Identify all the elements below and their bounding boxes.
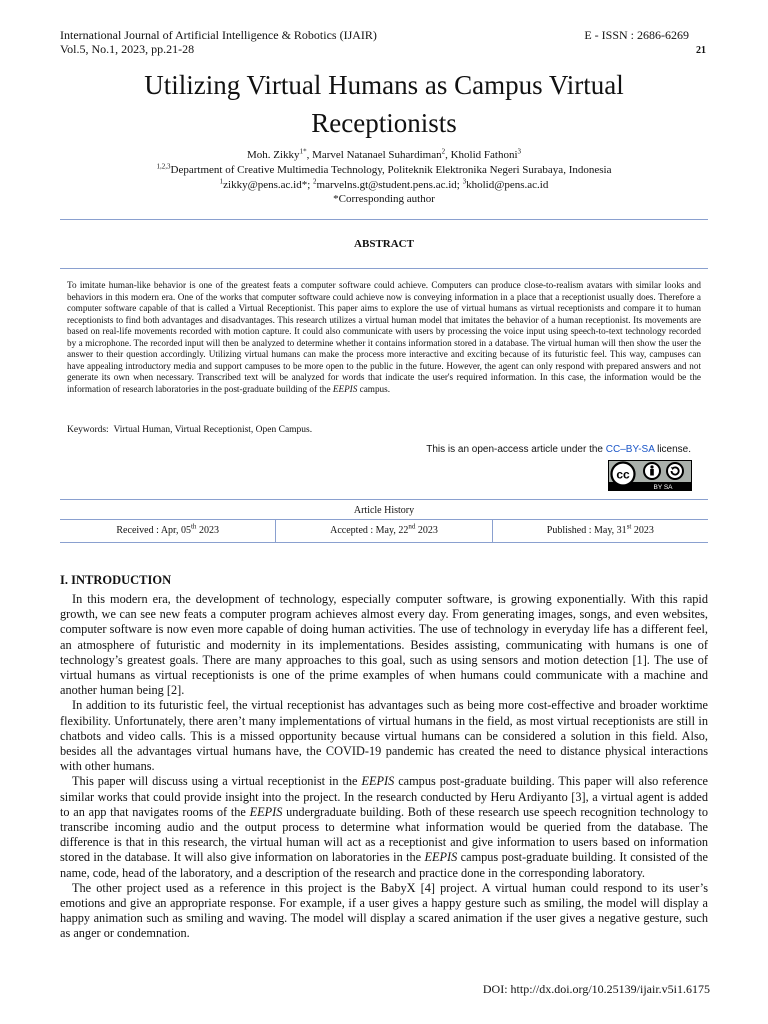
accepted-suffix: nd bbox=[408, 522, 416, 531]
section-heading: I. INTRODUCTION bbox=[60, 573, 172, 587]
keywords-values: Virtual Human, Virtual Receptionist, Open Campus. bbox=[113, 425, 313, 435]
author-emails bbox=[60, 178, 708, 192]
license-prefix: This is an open-access article under the bbox=[426, 444, 606, 455]
published-suffix: st bbox=[626, 522, 632, 531]
affiliation-text: Department of Creative Multimedia Technology, Politeknik Elektronika Negeri Surabaya, Indonesia bbox=[170, 164, 612, 176]
article-history-table bbox=[60, 519, 708, 543]
paragraph-3 bbox=[60, 774, 708, 880]
abstract-text bbox=[67, 280, 701, 395]
paper-title-line-2: Receptionists bbox=[311, 108, 457, 138]
author-1-mark: 1* bbox=[299, 147, 307, 156]
email-1[interactable]: zikky@pens.ac.id*; bbox=[223, 179, 314, 191]
abstract-heading: ABSTRACT bbox=[354, 238, 414, 250]
accepted-label: Accepted : May, 22 bbox=[330, 525, 409, 536]
author-3: , Kholid Fathoni bbox=[445, 149, 518, 161]
keywords-label: Keywords: bbox=[67, 425, 109, 435]
paper-title bbox=[60, 66, 708, 142]
emphasis: EEPIS bbox=[361, 774, 395, 789]
paragraph-2: In addition to its futuristic feel, the virtual receptionist has advantages such as being more cost-effective and broader worktime flexibility. Unfortunately, there aren’t many implementations of virtual humans in the field, as most virtual receptionists are still in chatbots and video calls. This is a missed opportunity because virtual humans can be considered a solution in this field. Also, besides all the advantages virtual humans have, the COVID-19 pandemic has created the need to distance physical interactions with other humans. bbox=[60, 698, 708, 774]
author-2-mark: 2 bbox=[441, 147, 446, 156]
accepted-date bbox=[275, 520, 491, 542]
paper-title-line-1: Utilizing Virtual Humans as Campus Virtual bbox=[144, 70, 624, 100]
abstract-emphasis: EEPIS bbox=[332, 383, 358, 394]
article-history-heading: Article History bbox=[353, 505, 415, 516]
published-date bbox=[492, 520, 708, 542]
emphasis: EEPIS bbox=[424, 850, 458, 865]
author-3-mark: 3 bbox=[517, 147, 521, 156]
affiliation bbox=[60, 163, 708, 177]
email-2[interactable]: marvelns.gt@student.pens.ac.id; bbox=[316, 179, 463, 191]
paragraph-3-part: This paper will discuss using a virtual receptionist in the bbox=[72, 774, 362, 789]
issn: E - ISSN : 2686-6269 bbox=[584, 28, 689, 42]
journal-volume: Vol.5, No.1, 2023, pp.21-28 bbox=[60, 42, 195, 56]
abstract-body: To imitate human-like behavior is one of the greatest feats a computer software could achieve. Computers can produce close-to-realism avatars with similar looks and behaviors in this modern era. One of the works that computer software could achieve now is conveying information in a place that a receptionist usually does. Therefore a computer software capable of that is called a Virtual Receptionist. This paper aims to explore the use of virtual humans as virtual receptionists and compare it to human receptionists to find both advantages and disadvantages. This research utilizes a virtual human model that imitates the behavior of a human receptionist. Its movements are based on real-life movements recorded with motion capture. It could also communicate with users by processing the voice input using speech-to-text technology recorded by a microphone. The recorded input will then be analyzed to determine whether it contains information stored in a database. The virtual human will then show the user the answer to their question accordingly. Utilizing virtual humans can make the process more interactive and exciting because of its futuristic feel. This way, campuses can have appealing introductory media and support campuses to be more open to the public in the future. However, the agent can only respond with prepared answers and not generate its own when necessary. Transcribed text will be analyzed for words that indicate the user's required information. In this case, the information would be the information of research laboratories in the post-graduate building of the bbox=[67, 280, 701, 394]
paragraph-3-part: campus post-graduate building. It consisted of the name, code, head of the laboratory, and a description of the research and practice done in the corresponding laboratory. bbox=[60, 850, 708, 880]
email-3[interactable]: kholid@pens.ac.id bbox=[466, 179, 549, 191]
paragraph-1: In this modern era, the development of technology, especially computer software, is growing exponentially. With this rapid growth, we can see new feats a computer program achieves almost every day. From generating images, songs, and even websites, computer software is now even more capable of doing human activities. The use of technology in everyday life has a different feel, an atmosphere of futuristic and modernity in its implementations. Besides assisting, communicating with humans is one of technology’s greatest goals. There are many approaches to this goal, such as using sensors and motion detection [1]. The use of virtual humans as virtual receptionists is one of the prime examples of when humans could communicate with a machine and another human being [2]. bbox=[60, 592, 708, 698]
introduction-body bbox=[60, 592, 708, 942]
author-1: Moh. Zikky bbox=[247, 149, 300, 161]
paragraph-3-part: campus post-graduate building. This paper will also reference similar works that could provide insight into the project. In the research conducted by Heru Ardiyanto [3], a virtual agent is added to an app that navigates rooms of the bbox=[60, 774, 708, 819]
author-list bbox=[60, 148, 708, 162]
published-label: Published : May, 31 bbox=[546, 525, 627, 536]
email-2-mark: 2 bbox=[313, 177, 317, 186]
published-year: 2023 bbox=[631, 525, 654, 536]
affiliation-mark: 1,2,3 bbox=[156, 162, 171, 171]
corresponding-note: *Corresponding author bbox=[333, 193, 435, 205]
cc-badge-label: BY SA bbox=[653, 484, 673, 490]
paragraph-4: The other project used as a reference in this project is the BabyX [4] project. A virtual human could respond to its user’s emotions and give an appropriate response. For example, if a user gives a happy gesture such as smiling, the model will display a happy animation such as smiling and waving. The model will display a scared animation if the user gives a negative gesture, such as anger or condemnation. bbox=[60, 880, 708, 941]
page-number: 21 bbox=[696, 45, 706, 56]
license-statement bbox=[426, 444, 691, 455]
received-suffix: th bbox=[190, 522, 197, 531]
email-1-mark: 1 bbox=[219, 177, 224, 186]
email-3-mark: 3 bbox=[462, 177, 467, 186]
cc-by-sa-badge[interactable] bbox=[608, 460, 692, 491]
journal-header bbox=[60, 28, 377, 56]
paragraph-3-part: undergraduate building. Both of these research use speech recognition technology to transcribe incoming audio and the output process to determine what information would be queried from the database. The difference is that in this research, the virtual human will act as a receptionist and give information to users based on information stored in the database. It will also give information on laboratories in the bbox=[60, 804, 708, 865]
license-link[interactable]: CC–BY-SA bbox=[605, 444, 655, 455]
abstract-end: campus. bbox=[357, 383, 391, 394]
divider bbox=[60, 219, 708, 220]
author-2: , Marvel Natanael Suhardiman bbox=[306, 149, 442, 161]
emphasis: EEPIS bbox=[249, 804, 283, 819]
divider bbox=[60, 499, 708, 500]
received-label: Received : Apr, 05 bbox=[116, 525, 191, 536]
accepted-year: 2023 bbox=[415, 525, 438, 536]
creative-commons-icon bbox=[609, 461, 691, 490]
divider bbox=[60, 268, 708, 269]
doi-link[interactable]: DOI: http://dx.doi.org/10.25139/ijair.v5i1.6175 bbox=[482, 982, 710, 996]
received-date bbox=[60, 520, 275, 542]
license-suffix: license. bbox=[654, 444, 691, 455]
received-year: 2023 bbox=[196, 525, 219, 536]
journal-name: International Journal of Artificial Intelligence & Robotics (IJAIR) bbox=[60, 28, 377, 42]
keywords bbox=[67, 425, 312, 435]
svg-text:cc: cc bbox=[616, 467, 630, 482]
